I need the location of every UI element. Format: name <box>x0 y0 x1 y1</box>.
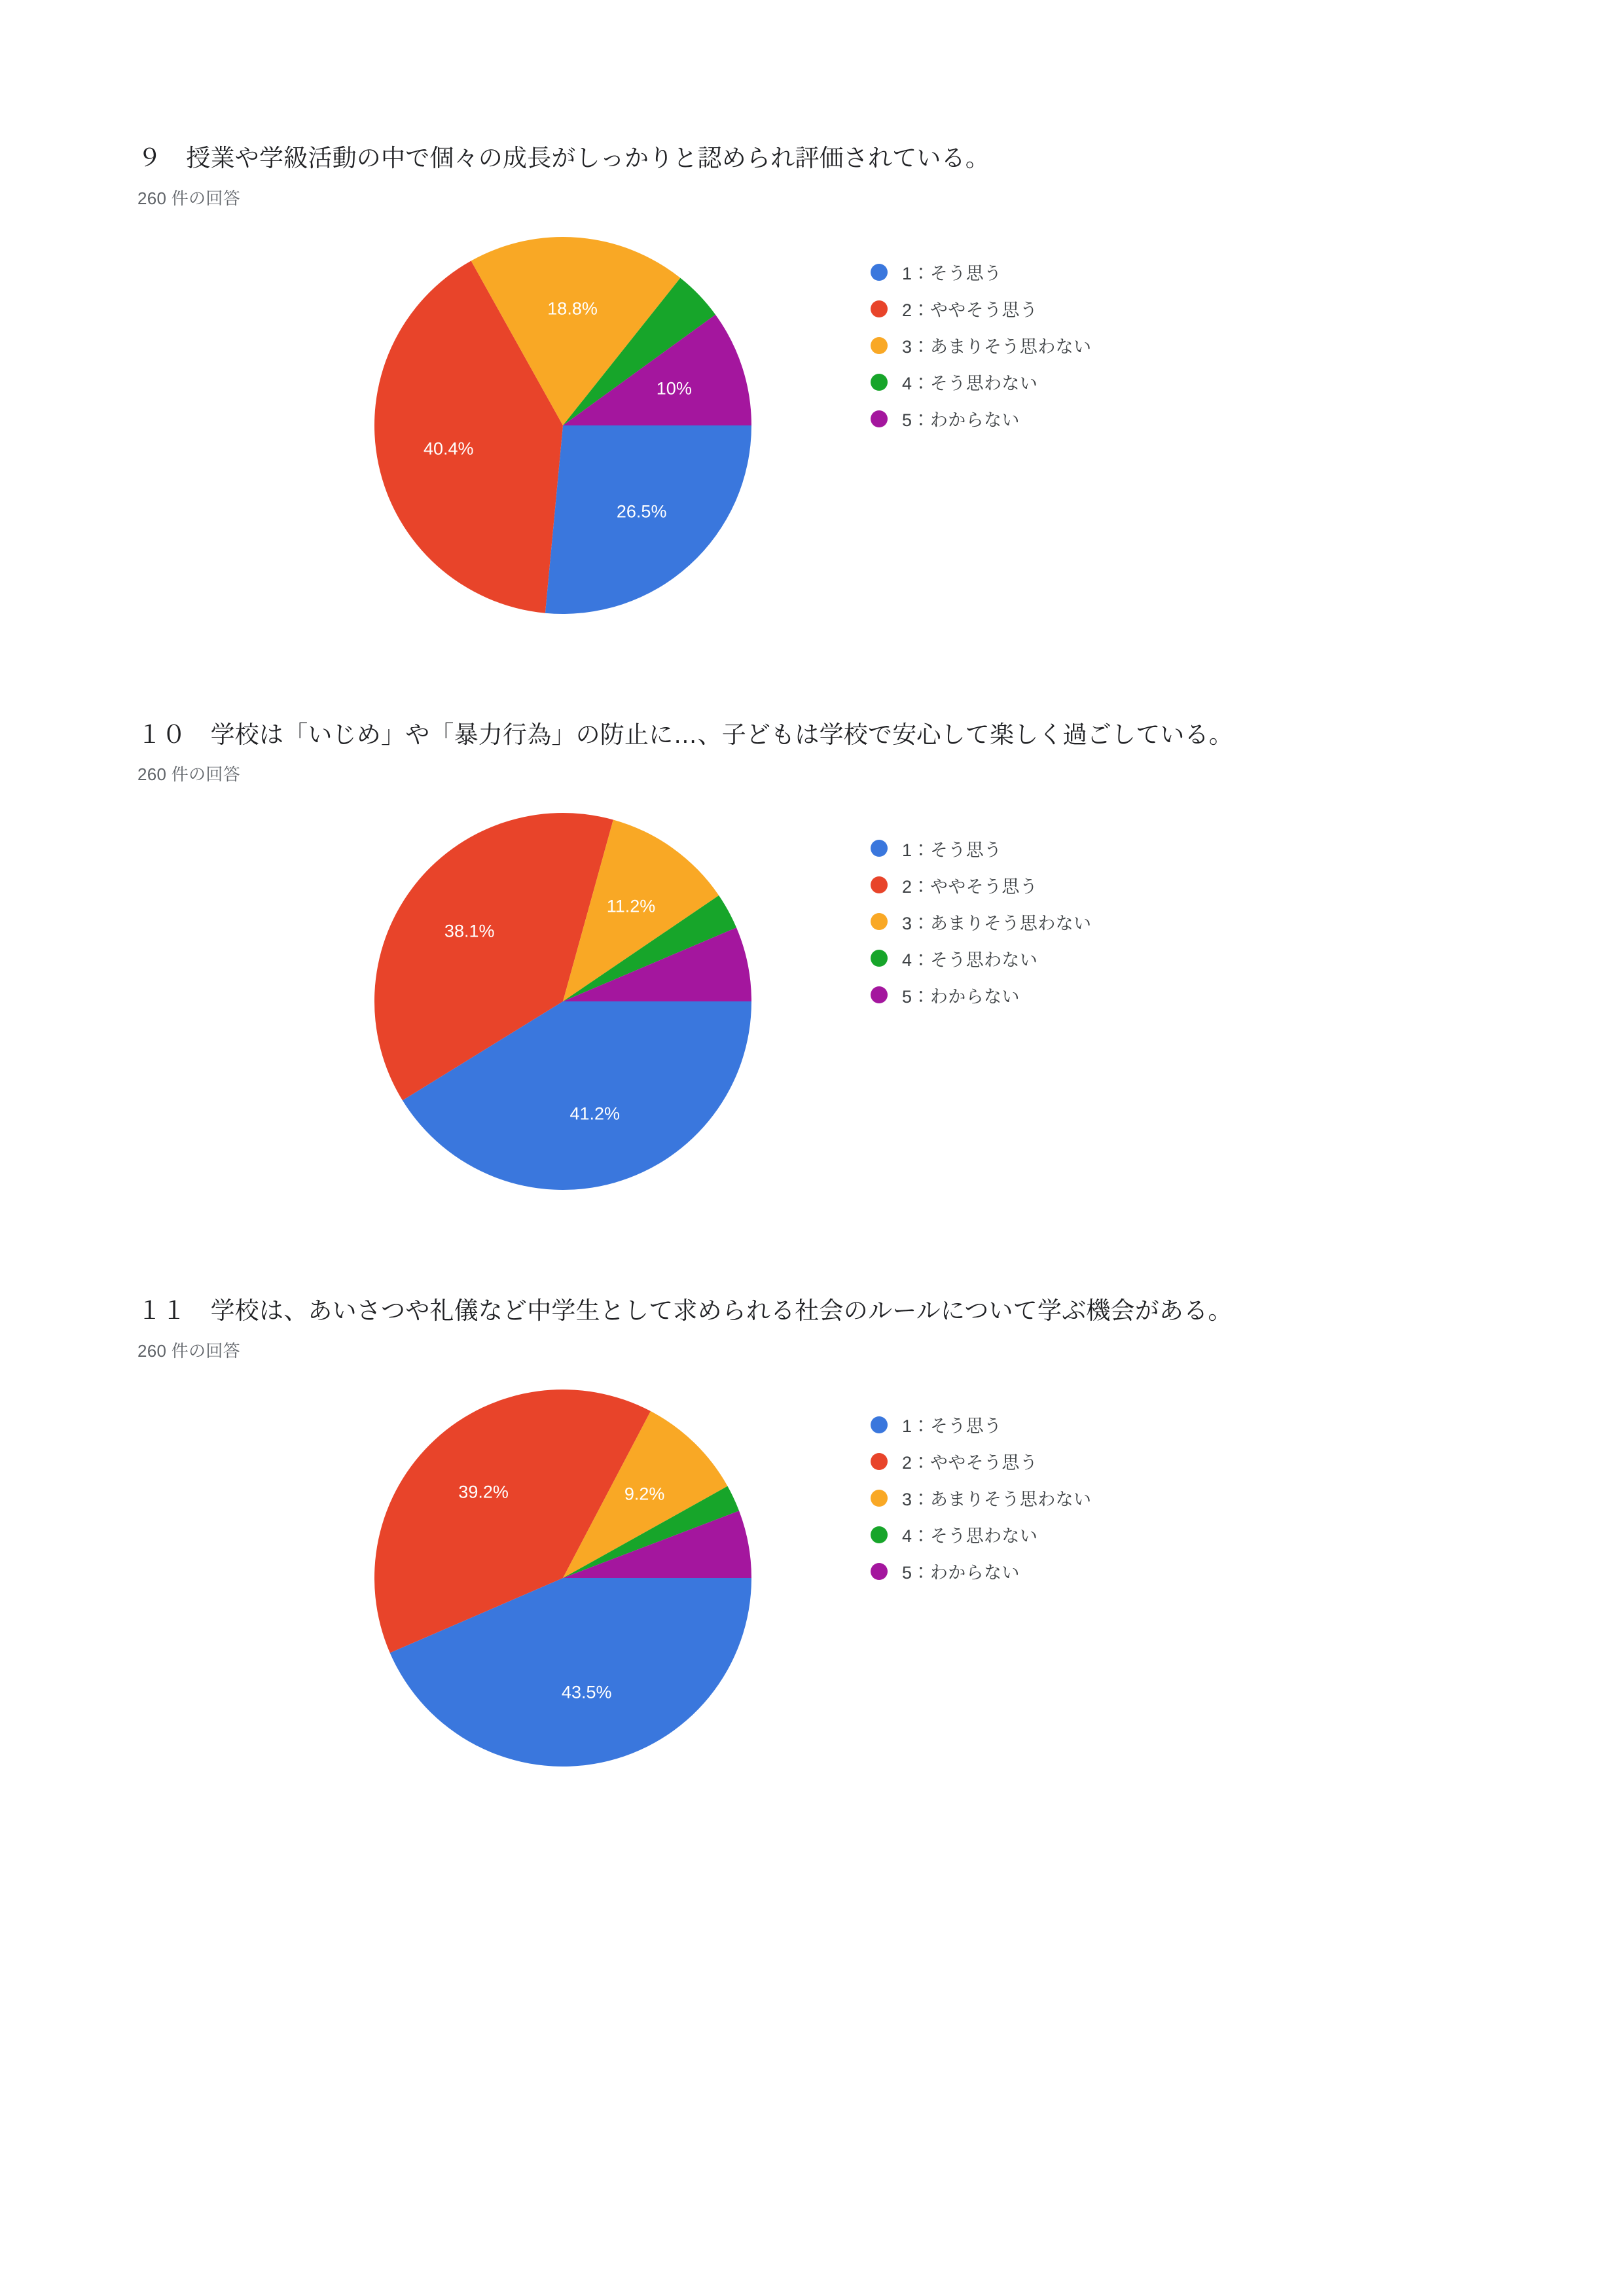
legend-label: 2：ややそう思う <box>902 300 1038 321</box>
response-count: 260 件の回答 <box>137 188 241 208</box>
page-title: １１ 学校は、あいさつや礼儀など中学生として求められる社会のルールについて学ぶ機会がある。 <box>137 1297 1233 1325</box>
legend-color-dot <box>871 1490 888 1507</box>
pie-slice-label: 43.5% <box>561 1682 612 1702</box>
pie-svg <box>373 1388 753 1768</box>
legend-11 <box>871 1407 1091 1590</box>
legend-color-dot <box>871 337 888 354</box>
legend-item <box>871 867 1091 903</box>
legend-color-dot <box>871 300 888 317</box>
legend-label: 1：そう思う <box>902 1416 1002 1437</box>
legend-item <box>871 940 1091 977</box>
chart-row <box>137 812 1487 1204</box>
legend-label: 3：あまりそう思わない <box>902 1490 1092 1510</box>
pie-slice-label: 9.2% <box>624 1484 665 1504</box>
pie-slice-label: 10% <box>656 378 692 399</box>
legend-label: 5：わからない <box>902 1563 1020 1583</box>
pie-chart-10 <box>373 812 805 1191</box>
pie-svg <box>373 236 753 615</box>
pie-slice-label: 39.2% <box>458 1482 509 1502</box>
legend-item <box>871 977 1091 1013</box>
legend-9 <box>871 254 1091 437</box>
page-title: １０ 学校は「いじめ」や「暴力行為」の防止に…、子どもは学校で安心して楽しく過ごしている。 <box>137 721 1233 748</box>
legend-color-dot <box>871 374 888 391</box>
legend-item <box>871 327 1091 364</box>
legend-label: 1：そう思う <box>902 840 1002 860</box>
legend-item <box>871 254 1091 291</box>
legend-item <box>871 1443 1091 1480</box>
legend-color-dot <box>871 1453 888 1470</box>
pie-slice-label: 18.8% <box>547 298 598 319</box>
legend-color-dot <box>871 1416 888 1433</box>
legend-label: 4：そう思わない <box>902 374 1038 394</box>
legend-label: 4：そう思わない <box>902 950 1038 970</box>
legend-item <box>871 364 1091 401</box>
legend-label: 5：わからない <box>902 986 1020 1007</box>
legend-item <box>871 1553 1091 1590</box>
pie-slice-label: 40.4% <box>423 439 474 459</box>
legend-10 <box>871 830 1091 1013</box>
pie-chart-11 <box>373 1388 805 1768</box>
question-block-11 <box>137 1293 1487 1781</box>
legend-color-dot <box>871 1563 888 1580</box>
legend-color-dot <box>871 986 888 1003</box>
pie-slice-label: 41.2% <box>569 1103 621 1124</box>
legend-item <box>871 1516 1091 1553</box>
legend-label: 2：ややそう思う <box>902 1453 1038 1473</box>
legend-label: 2：ややそう思う <box>902 876 1038 897</box>
legend-label: 3：あまりそう思わない <box>902 337 1092 357</box>
legend-item <box>871 1407 1091 1443</box>
chart-row <box>137 1388 1487 1781</box>
legend-color-dot <box>871 913 888 930</box>
question-block-10 <box>137 717 1487 1205</box>
legend-color-dot <box>871 1526 888 1543</box>
legend-item <box>871 830 1091 867</box>
legend-color-dot <box>871 264 888 281</box>
response-count: 260 件の回答 <box>137 1340 241 1361</box>
legend-item <box>871 291 1091 327</box>
legend-color-dot <box>871 410 888 427</box>
pie-svg <box>373 812 753 1191</box>
pie-slice-label: 26.5% <box>616 501 667 522</box>
legend-label: 3：あまりそう思わない <box>902 913 1092 933</box>
legend-label: 5：わからない <box>902 410 1020 431</box>
response-count: 260 件の回答 <box>137 764 241 785</box>
page-title: ９ 授業や学級活動の中で個々の成長がしっかりと認められ評価されている。 <box>137 145 990 171</box>
question-block-9 <box>137 141 1487 628</box>
legend-item <box>871 903 1091 940</box>
legend-item <box>871 401 1091 437</box>
legend-label: 1：そう思う <box>902 264 1002 284</box>
legend-label: 4：そう思わない <box>902 1526 1038 1547</box>
pie-slice <box>545 425 751 614</box>
legend-color-dot <box>871 876 888 893</box>
pie-slice-label: 38.1% <box>444 921 495 941</box>
legend-item <box>871 1480 1091 1516</box>
chart-row <box>137 236 1487 628</box>
legend-color-dot <box>871 840 888 857</box>
legend-color-dot <box>871 950 888 967</box>
pie-chart-9 <box>373 236 805 615</box>
pie-slice-label: 11.2% <box>606 896 656 916</box>
